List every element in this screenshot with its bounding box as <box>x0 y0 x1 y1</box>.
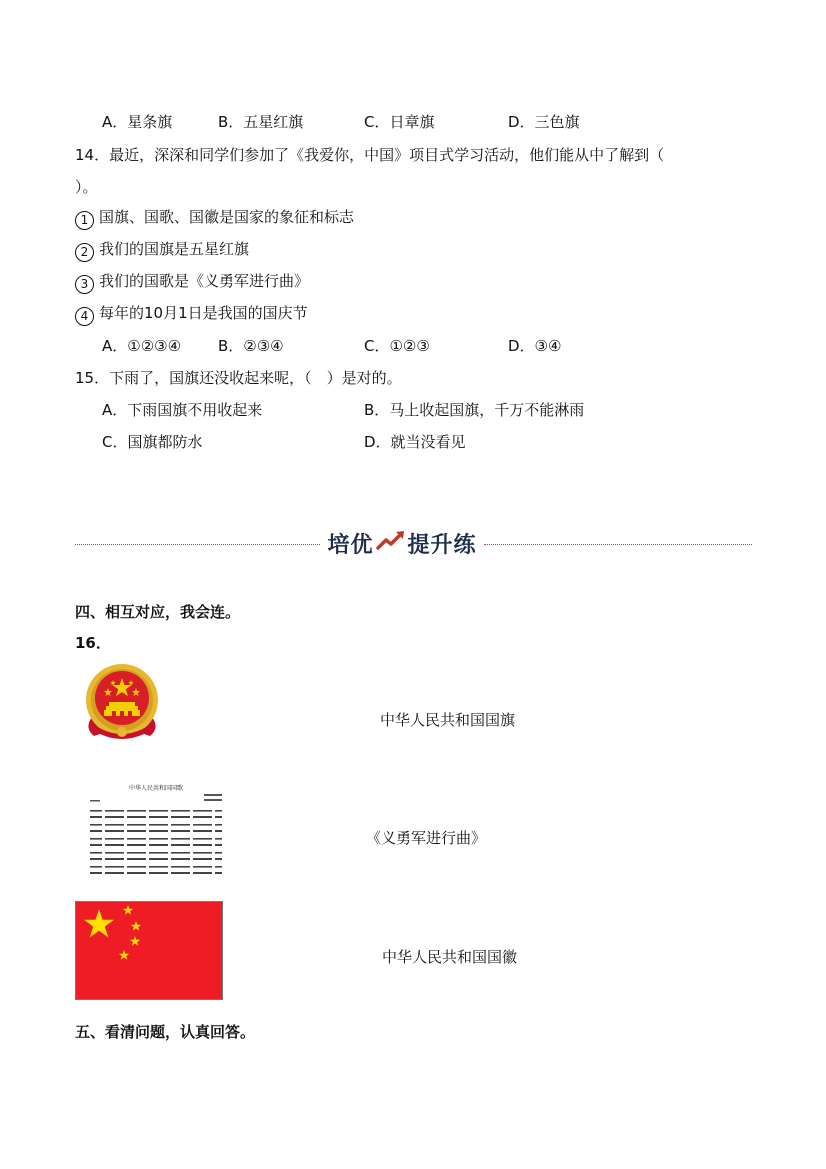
q13-option-d: D．三色旗 <box>508 113 580 131</box>
national-flag-image <box>75 901 223 1000</box>
q14-item <box>75 271 309 294</box>
section-5-heading: 五、看清问题，认真回答。 <box>75 1023 256 1041</box>
q14-item-text: 我们的国旗是五星红旗 <box>99 240 250 258</box>
q14-stem-cont: ）。 <box>75 178 98 196</box>
circled-number: 4 <box>75 307 94 326</box>
label-march-of-volunteers: 《义勇军进行曲》 <box>366 829 487 847</box>
q13-option-b: B．五星红旗 <box>218 113 304 131</box>
banner-text-right: 提升练 <box>407 532 477 558</box>
q15-option-b: B．马上收起国旗，千万不能淋雨 <box>364 401 585 419</box>
q14-option-b: B．②③④ <box>218 337 284 355</box>
anthem-score-image <box>88 780 224 884</box>
q15-stem: 15．下雨了，国旗还没收起来呢，（ ）是对的。 <box>75 369 402 387</box>
section-divider-right <box>484 544 752 545</box>
q15-option-d: D．就当没看见 <box>364 433 466 451</box>
q14-option-d: D．③④ <box>508 337 562 355</box>
q14-item <box>75 239 249 262</box>
q14-option-a: A．①②③④ <box>102 337 182 355</box>
score-sheet-title: 中华人民共和国国歌 <box>128 785 184 792</box>
q14-option-c: C．①②③ <box>364 337 430 355</box>
q13-option-a: A．星条旗 <box>102 113 173 131</box>
circled-number: 2 <box>75 243 94 262</box>
q14-item-text: 每年的10月1日是我国的国庆节 <box>99 304 308 322</box>
q15-option-a: A．下雨国旗不用收起来 <box>102 401 263 419</box>
question-16-number: 16． <box>75 634 111 652</box>
q15-option-c: C．国旗都防水 <box>102 433 203 451</box>
label-national-emblem: 中华人民共和国国徽 <box>382 948 518 966</box>
banner-text-left: 培优 <box>327 532 374 558</box>
trend-arrow-icon <box>376 528 406 558</box>
q14-item <box>75 207 354 230</box>
section-divider-left <box>75 544 320 545</box>
q13-option-c: C．日章旗 <box>364 113 435 131</box>
q14-item-text: 国旗、国歌、国徽是国家的象征和标志 <box>99 208 355 226</box>
circled-number: 3 <box>75 275 94 294</box>
national-emblem-image <box>82 662 162 744</box>
q14-stem: 14．最近，深深和同学们参加了《我爱你，中国》项目式学习活动，他们能从中了解到（ <box>75 146 665 164</box>
banner-title <box>322 527 482 559</box>
circled-number: 1 <box>75 211 94 230</box>
q14-item-text: 我们的国歌是《义勇军进行曲》 <box>99 272 310 290</box>
section-4-heading: 四、相互对应，我会连。 <box>75 603 241 621</box>
q14-item <box>75 303 308 326</box>
label-national-flag: 中华人民共和国国旗 <box>380 711 516 729</box>
